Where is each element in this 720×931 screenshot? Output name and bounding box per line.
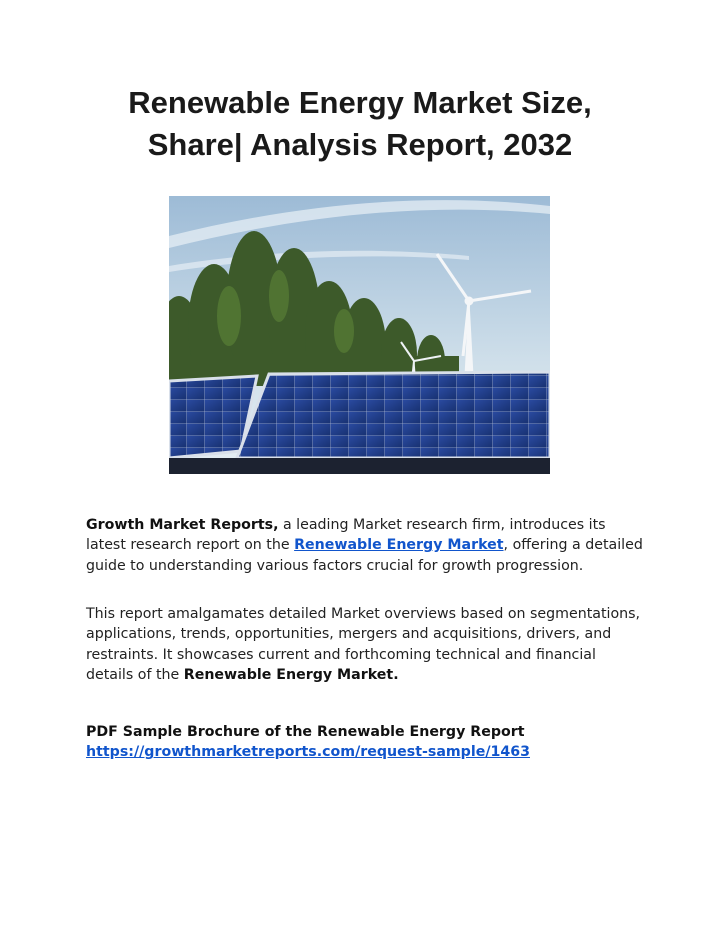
company-name: Growth Market Reports, <box>86 517 279 533</box>
intro-paragraph <box>86 515 646 576</box>
document-title <box>0 82 720 166</box>
renewable-energy-market-link[interactable]: Renewable Energy Market <box>294 537 504 554</box>
hero-image-solar-wind <box>169 196 550 474</box>
sample-section <box>86 722 646 763</box>
ground <box>169 458 550 474</box>
title-line-2: Share| Analysis Report, 2032 <box>147 127 573 162</box>
overview-bold: Renewable Energy Market. <box>183 667 399 684</box>
overview-paragraph <box>86 604 646 686</box>
sample-heading: PDF Sample Brochure of the Renewable Energy Report <box>86 724 525 740</box>
solar-panel-right <box>237 372 550 458</box>
overview-text: This report amalgamates detailed Market overviews based on segmentations, applications, trends, opportunities, mergers and acquisitions, drivers, and restraints. It showcases current and forthcoming technical and financial details of the <box>86 606 641 684</box>
sample-request-link[interactable]: https://growthmarketreports.com/request-sample/1463 <box>86 744 530 761</box>
intro-text-2: , offering a detailed guide to understanding various factors crucial for growth progression. <box>86 537 643 574</box>
title-line-1: Renewable Energy Market Size, <box>128 85 592 120</box>
intro-text-1: a leading Market research firm, introduces its latest research report on the <box>86 517 606 554</box>
